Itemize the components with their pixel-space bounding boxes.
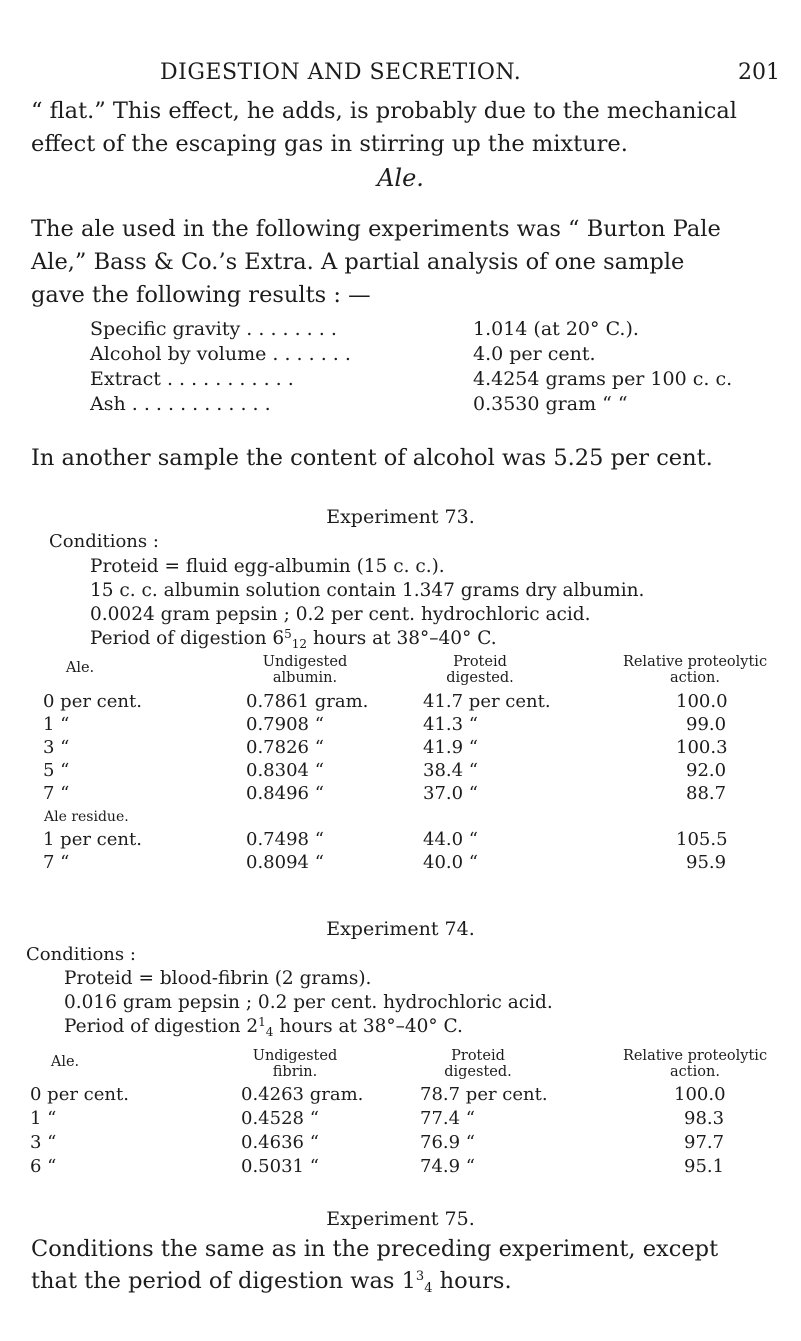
table-cell: 1 “ (43, 714, 70, 735)
table-header: Ale. (50, 1054, 80, 1070)
experiment-74-condition: 0.016 gram pepsin ; 0.2 per cent. hydrochloric acid. (64, 992, 553, 1013)
paragraph-1-line: “ flat.” This effect, he adds, is probably due to the mechanical (31, 98, 737, 124)
table-cell: 98.3 (684, 1108, 725, 1129)
page-number: 201 (738, 60, 780, 85)
experiment-75-title: Experiment 75. (326, 1208, 475, 1230)
table-cell: 0.4263 gram. (241, 1084, 364, 1105)
analysis-value: 1.014 (at 20° C.). (473, 318, 639, 340)
table-cell: 41.9 “ (423, 737, 479, 758)
period-prefix: Period of digestion 2 (64, 1016, 259, 1037)
fraction-numerator: 5 (284, 627, 292, 641)
table-header: Relative proteolytic action. (622, 1048, 768, 1080)
experiment-74-period (64, 1016, 463, 1037)
residue-label: Ale residue. (44, 809, 129, 825)
table-cell: 0.7908 “ (246, 714, 324, 735)
fraction-denominator: 4 (424, 1281, 433, 1296)
table-cell: 5 “ (43, 760, 70, 781)
experiment-74-title: Experiment 74. (326, 918, 475, 940)
experiment-73-conditions-label: Conditions : (49, 531, 159, 552)
experiment-75-text: that the period of digestion was 1 (31, 1268, 416, 1294)
experiment-75-line: Conditions the same as in the preceding experiment, except (31, 1236, 719, 1262)
fraction-numerator: 1 (258, 1015, 266, 1029)
table-cell: 3 “ (30, 1132, 57, 1153)
table-cell: 97.7 (684, 1132, 725, 1153)
experiment-75-line-2 (31, 1265, 512, 1301)
table-cell: 0 per cent. (43, 691, 142, 712)
table-header: Ale. (65, 660, 95, 676)
table-cell: 0.7861 gram. (246, 691, 369, 712)
experiment-74-conditions-label: Conditions : (26, 944, 136, 965)
table-cell: 100.0 (674, 1084, 726, 1105)
table-cell: 0.8094 “ (246, 852, 324, 873)
table-cell: 95.1 (684, 1156, 725, 1177)
period-prefix: Period of digestion 6 (90, 628, 285, 649)
table-cell: 74.9 “ (420, 1156, 476, 1177)
table-cell: 77.4 “ (420, 1108, 476, 1129)
table-cell: 0.4636 “ (241, 1132, 319, 1153)
analysis-label: Specific gravity . . . . . . . . (90, 318, 337, 340)
table-cell: 0.7498 “ (246, 829, 324, 850)
table-cell: 0.4528 “ (241, 1108, 319, 1129)
experiment-73-title: Experiment 73. (326, 506, 475, 528)
table-cell: 95.9 (686, 852, 727, 873)
table-cell: 40.0 “ (423, 852, 479, 873)
fraction-denominator: 4 (265, 1025, 274, 1039)
paragraph-2 (31, 213, 771, 312)
table-cell: 99.0 (686, 714, 727, 735)
paragraph-1 (31, 95, 771, 161)
table-cell: 0.7826 “ (246, 737, 324, 758)
table-header: Proteid digested. (446, 654, 514, 686)
period-suffix: hours at 38°–40° C. (307, 628, 497, 649)
table-header: Proteid digested. (444, 1048, 512, 1080)
table-header: Undigested fibrin. (252, 1048, 338, 1080)
experiment-73-period (90, 628, 497, 649)
analysis-label: Ash . . . . . . . . . . . . (90, 393, 271, 415)
fraction-numerator: 3 (415, 1269, 425, 1284)
table-cell: 41.3 “ (423, 714, 479, 735)
table-cell: 0.5031 “ (241, 1156, 319, 1177)
analysis-label: Extract . . . . . . . . . . . (90, 368, 294, 390)
table-cell: 38.4 “ (423, 760, 479, 781)
table-cell: 44.0 “ (423, 829, 479, 850)
analysis-value: 0.3530 gram “ “ (473, 393, 628, 415)
table-cell: 0.8496 “ (246, 783, 324, 804)
table-cell: 76.9 “ (420, 1132, 476, 1153)
experiment-73-condition: 0.0024 gram pepsin ; 0.2 per cent. hydrochloric acid. (90, 604, 591, 625)
experiment-75-suffix: hours. (432, 1268, 512, 1294)
table-cell: 88.7 (686, 783, 727, 804)
table-cell: 78.7 per cent. (420, 1084, 548, 1105)
table-cell: 0 per cent. (30, 1084, 129, 1105)
table-header: Undigested albumin. (262, 654, 348, 686)
paragraph-2-line: gave the following results : — (31, 282, 371, 308)
table-cell: 7 “ (43, 852, 70, 873)
experiment-73-condition: Proteid = fluid egg-albumin (15 c. c.). (90, 556, 445, 577)
fraction-denominator: 12 (291, 637, 308, 651)
experiment-73-condition: 15 c. c. albumin solution contain 1.347 grams dry albumin. (90, 580, 645, 601)
table-cell: 105.5 (676, 829, 728, 850)
table-header: Relative proteolytic action. (622, 654, 768, 686)
paragraph-1-line: effect of the escaping gas in stirring up the mixture. (31, 131, 628, 157)
analysis-label: Alcohol by volume . . . . . . . (90, 343, 351, 365)
table-cell: 100.0 (676, 691, 728, 712)
paragraph-2-line: The ale used in the following experiments was “ Burton Pale (31, 216, 721, 242)
analysis-value: 4.4254 grams per 100 c. c. (473, 368, 733, 390)
table-cell: 3 “ (43, 737, 70, 758)
table-cell: 1 per cent. (43, 829, 142, 850)
running-head-title: DIGESTION AND SECRETION. (160, 60, 522, 85)
table-cell: 100.3 (676, 737, 728, 758)
table-cell: 92.0 (686, 760, 727, 781)
table-cell: 7 “ (43, 783, 70, 804)
table-cell: 0.8304 “ (246, 760, 324, 781)
table-cell: 1 “ (30, 1108, 57, 1129)
paragraph-2-line: Ale,” Bass & Co.’s Extra. A partial analysis of one sample (31, 249, 685, 275)
analysis-value: 4.0 per cent. (473, 343, 596, 365)
paragraph-3: In another sample the content of alcohol was 5.25 per cent. (31, 445, 713, 471)
period-suffix: hours at 38°–40° C. (273, 1016, 463, 1037)
table-cell: 41.7 per cent. (423, 691, 551, 712)
experiment-74-condition: Proteid = blood-fibrin (2 grams). (64, 968, 372, 989)
table-cell: 6 “ (30, 1156, 57, 1177)
table-cell: 37.0 “ (423, 783, 479, 804)
section-heading: Ale. (377, 164, 424, 192)
